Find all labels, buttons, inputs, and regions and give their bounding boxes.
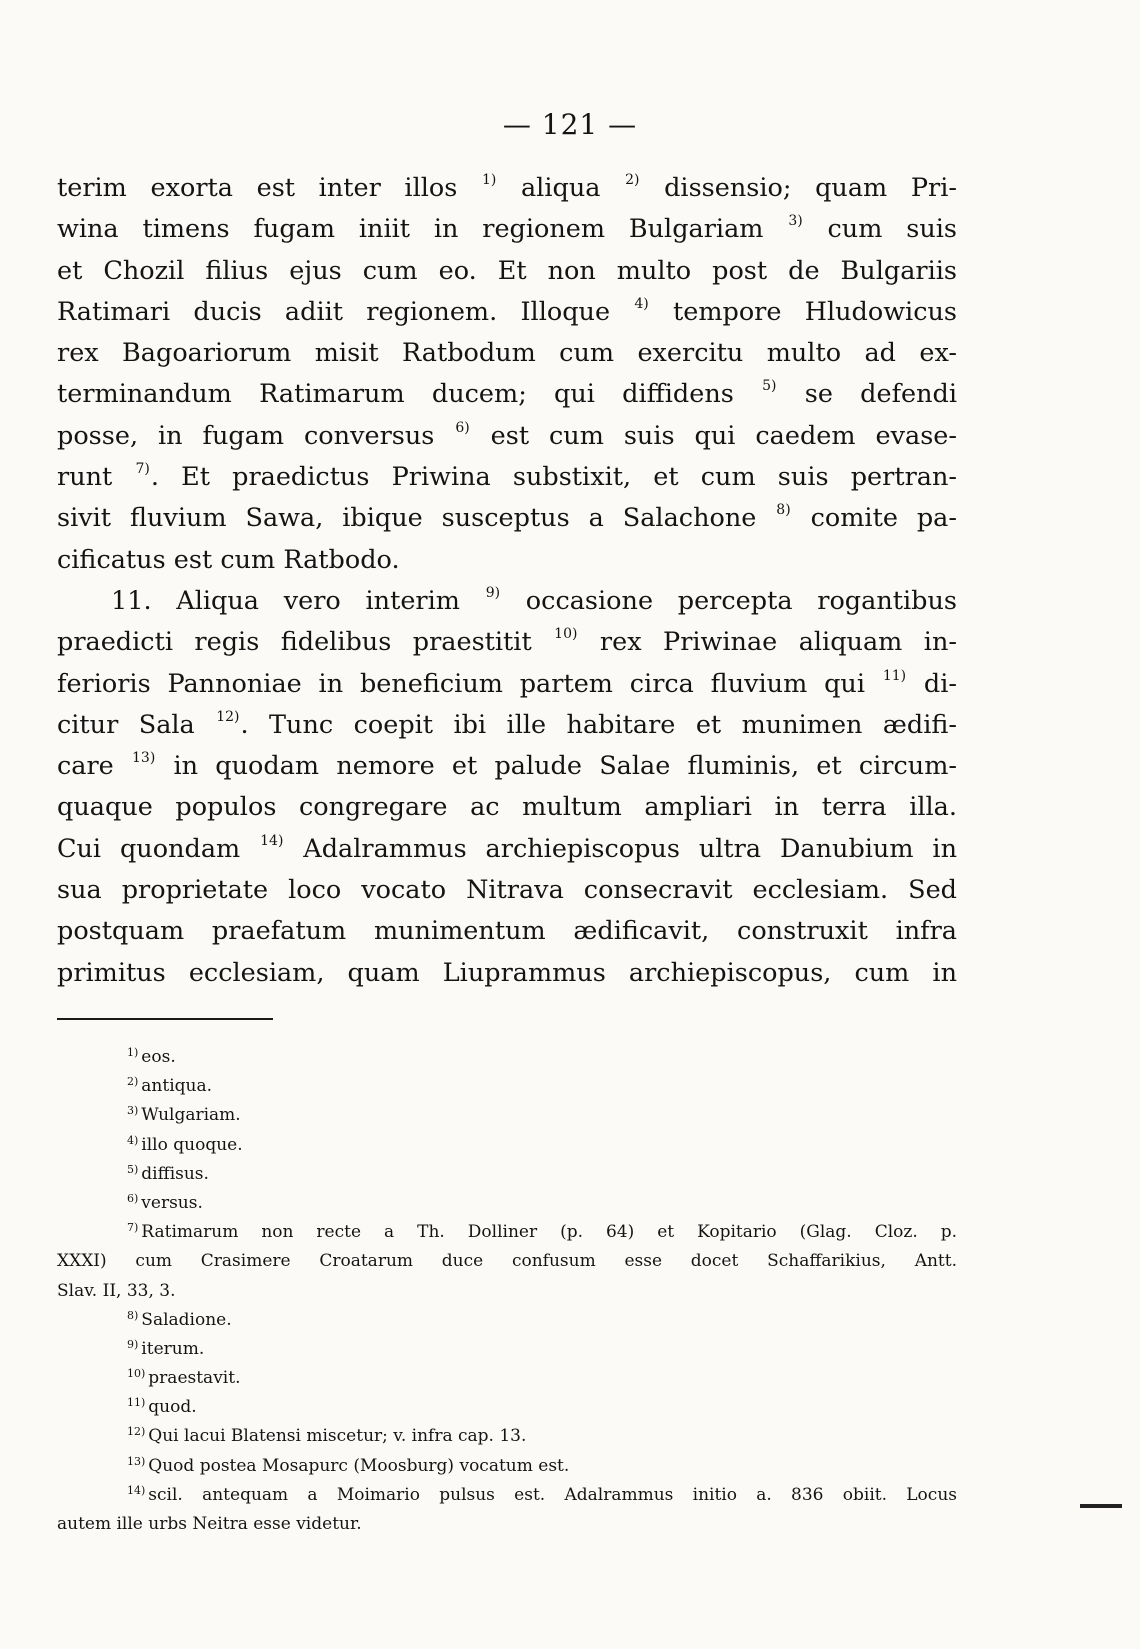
text-line: care $^{13)}$ in quodam nemore et palude Salae fluminis, et circum-	[57, 750, 957, 782]
footnote-reference: 3)	[788, 213, 803, 230]
footnote-text: diffisus.	[141, 1163, 209, 1184]
footnote-line	[57, 1364, 957, 1393]
footnote-marker: 9)	[127, 1337, 139, 1351]
footnote-line	[57, 1218, 957, 1247]
footnote-text: Wulgariam.	[141, 1105, 241, 1126]
main-text	[57, 168, 957, 994]
footnote-marker: 5)	[127, 1162, 139, 1176]
footnote-line	[57, 1335, 957, 1364]
text-line: postquam praefatum munimentum ædificavit, construxit infra	[57, 916, 957, 947]
footnote-line	[57, 1160, 957, 1189]
text-line: Cui quondam $^{14)}$ Adalrammus archiepiscopus ultra Danubium in	[57, 832, 958, 864]
footnote-line	[57, 1393, 957, 1422]
footnote-marker: 2)	[127, 1075, 139, 1089]
text-line: ferioris Pannoniae in beneficium partem circa fluvium qui $^{11)}$ di-	[57, 667, 957, 699]
text-line: rex Bagoariorum misit Ratbodum cum exercitu multo ad ex-	[57, 338, 957, 369]
footnote-reference: 10)	[554, 626, 578, 643]
footnote-text: versus.	[141, 1192, 203, 1213]
footnote-text: antiqua.	[141, 1076, 213, 1097]
footnote-marker: 4)	[127, 1133, 139, 1147]
footnote-text: Quod postea Mosapurc (Moosburg) vocatum est.	[148, 1455, 570, 1476]
text-line: et Chozil filius ejus cum eo. Et non multo post de Bulgariis	[57, 255, 957, 286]
text-line: terim exorta est inter illos $^{1)}$ aliqua $^{2)}$ dissensio; quam Pri-	[57, 172, 957, 203]
footnote-reference: 1)	[481, 172, 497, 188]
footnote-reference: 13)	[132, 750, 156, 767]
footnote-text: eos.	[141, 1047, 176, 1067]
text-line: sivit fluvium Sawa, ibique susceptus a Salachone $^{8)}$ comite pa-	[57, 502, 957, 534]
footnote-text: quod.	[148, 1397, 197, 1418]
footnote-reference: 14)	[260, 832, 284, 849]
footnote-text: Ratimarum non recte a Th. Dolliner (p. 64) et Kopitario (Glag. Cloz. p.	[141, 1222, 957, 1243]
text-line: primitus ecclesiam, quam Liuprammus archiepiscopus, cum in	[57, 957, 957, 988]
margin-mark	[1080, 1504, 1122, 1508]
footnotes	[57, 1043, 957, 1539]
footnote-line	[57, 1277, 957, 1306]
footnote-marker: 13)	[127, 1454, 146, 1468]
footnote-reference: 4)	[634, 295, 649, 312]
footnote-reference: 6)	[455, 419, 470, 436]
text-line: cificatus est cum Ratbodo.	[57, 544, 400, 575]
footnote-text: iterum.	[141, 1338, 205, 1359]
footnote-marker: 11)	[127, 1396, 146, 1410]
footnote-text: Qui lacui Blatensi miscetur; v. infra cap. 13.	[148, 1426, 527, 1447]
footnote-line	[57, 1510, 957, 1539]
footnote-line	[57, 1452, 957, 1481]
footnote-line	[57, 1101, 957, 1130]
footnote-line	[57, 1422, 957, 1451]
text-line: runt $^{7)}$. Et praedictus Priwina substixit, et cum suis pertran-	[57, 461, 958, 493]
footnote-reference: 8)	[776, 502, 791, 519]
footnote-text: scil. antequam a Moimario pulsus est. Adalrammus initio a. 836 obiit. Locus	[148, 1484, 957, 1505]
footnote-marker: 12)	[127, 1425, 146, 1439]
footnote-line	[57, 1072, 957, 1101]
footnote-text: Slav. II, 33, 3.	[57, 1280, 176, 1301]
text-line: citur Sala $^{12)}$. Tunc coepit ibi ille habitare et munimen ædifi-	[57, 708, 957, 740]
footnote-reference: 11)	[882, 667, 907, 684]
text-line: quaque populos congregare ac multum ampliari in terra illa.	[57, 792, 957, 823]
footnote-line	[57, 1043, 957, 1072]
footnote-text: praestavit.	[148, 1368, 241, 1389]
footnote-line	[57, 1189, 957, 1218]
footnote-marker: 3)	[127, 1104, 139, 1118]
footnote-marker: 14)	[127, 1483, 146, 1497]
footnote-text: autem ille urbs Neitra esse videtur.	[57, 1514, 362, 1534]
footnote-marker: 7)	[127, 1221, 139, 1235]
text-line: terminandum Ratimarum ducem; qui diffidens $^{5)}$ se defendi	[57, 378, 957, 410]
footnote-divider	[57, 1018, 273, 1020]
footnote-reference: 7)	[135, 461, 150, 478]
footnote-line	[57, 1306, 957, 1335]
footnote-reference: 2)	[625, 172, 640, 188]
footnote-reference: 12)	[216, 708, 240, 725]
footnote-text: XXXI) cum Crasimere Croatarum duce confusum esse docet Schaffarikius, Antt.	[57, 1251, 957, 1272]
page-number: — 121 —	[502, 108, 638, 141]
text-line: praedicti regis fidelibus praestitit $^{10)}$ rex Priwinae aliquam in-	[57, 626, 957, 658]
footnote-marker: 10)	[127, 1367, 146, 1381]
footnote-line	[57, 1131, 957, 1160]
footnote-reference: 9)	[485, 584, 501, 601]
footnote-text: Saladione.	[141, 1309, 232, 1330]
footnote-marker: 1)	[127, 1046, 139, 1059]
text-line: wina timens fugam iniit in regionem Bulgariam $^{3)}$ cum suis	[57, 213, 957, 245]
footnote-reference: 5)	[762, 378, 777, 395]
footnote-line	[57, 1481, 957, 1510]
text-line: Ratimari ducis adiit regionem. Illoque $^{4)}$ tempore Hludowicus	[57, 295, 957, 327]
text-line: 11. Aliqua vero interim $^{9)}$ occasione percepta rogantibus	[111, 584, 957, 616]
footnote-line	[57, 1247, 957, 1276]
footnote-marker: 8)	[127, 1308, 139, 1322]
footnote-text: illo quoque.	[141, 1134, 243, 1155]
text-line: sua proprietate loco vocato Nitrava consecravit ecclesiam. Sed	[57, 875, 957, 906]
text-line: posse, in fugam conversus $^{6)}$ est cum suis qui caedem evase-	[57, 419, 958, 451]
footnote-marker: 6)	[127, 1191, 139, 1205]
